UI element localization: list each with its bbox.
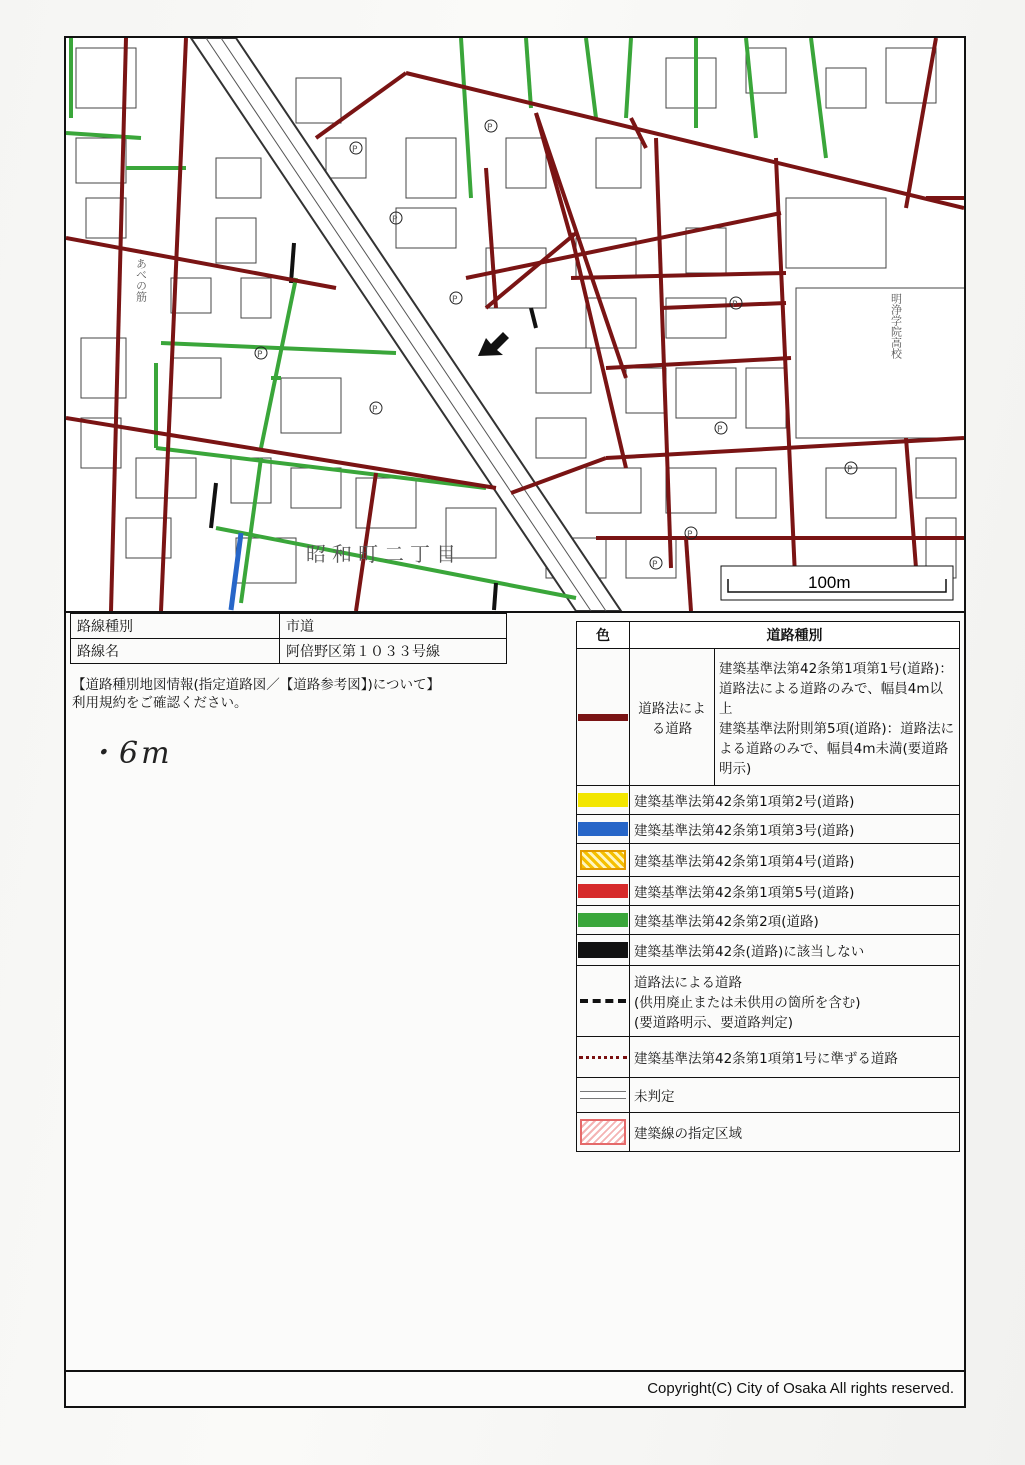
info-row-name: [71, 639, 507, 664]
handwritten-note: ・6m: [86, 736, 173, 771]
yellow-line-icon: [578, 793, 628, 807]
svg-text:P: P: [847, 465, 853, 475]
info-key-name: 路線名: [71, 639, 280, 664]
svg-text:P: P: [372, 405, 378, 415]
legend-row-item: [577, 844, 960, 877]
svg-text:P: P: [487, 123, 493, 133]
legend-item-label: 建築線の指定区域: [630, 1113, 960, 1152]
legend-row-item: [577, 786, 960, 815]
legend-row-item: [577, 1113, 960, 1152]
route-info-table: [70, 613, 507, 664]
legend-header: [577, 622, 960, 649]
svg-text:P: P: [687, 530, 693, 540]
legend-item-label: 建築基準法第42条第2項(道路): [630, 906, 960, 935]
street-label: あべの筋: [134, 258, 148, 302]
legend-item-label: 建築基準法第42条第1項第3号(道路): [630, 815, 960, 844]
svg-text:P: P: [452, 295, 458, 305]
legend-road-law-text1: 建築基準法第42条第1項第1号(道路)：道路法による道路のみで、幅員4m以上: [719, 661, 953, 717]
legend-item-label: 道路法による道路 (供用廃止または未供用の箇所を含む) (要道路明示、要道路判定): [630, 966, 960, 1037]
legend-item-label: 建築基準法第42条第1項第2号(道路): [630, 786, 960, 815]
black-line-icon: [578, 942, 628, 958]
legend-item-label: 建築基準法第42条第1項第4号(道路): [630, 844, 960, 877]
legend-item-label: 建築基準法第42条(道路)に該当しない: [630, 935, 960, 966]
svg-text:P: P: [717, 425, 723, 435]
legend-row-item: [577, 906, 960, 935]
info-key-type: 路線種別: [71, 614, 280, 639]
legend-row-item: [577, 966, 960, 1037]
info-row-type: [71, 614, 507, 639]
district-label: 昭和町二丁目: [306, 542, 462, 566]
scale-bar: [721, 566, 953, 600]
building-line-area-icon: [580, 1119, 626, 1145]
info-value-name: 阿倍野区第１０３３号線: [280, 639, 507, 664]
map-canvas: [66, 38, 964, 611]
legend-road-law-text: [715, 649, 960, 786]
hatched-area-icon: [580, 850, 626, 870]
legend-row-item: [577, 877, 960, 906]
school-label: 明浄学院高校: [889, 293, 903, 359]
copyright-footer: Copyright(C) City of Osaka All rights reserved.: [66, 1370, 964, 1406]
legend-row-item: [577, 815, 960, 844]
legend-swatch-maroon: [577, 649, 630, 786]
svg-text:P: P: [732, 300, 738, 310]
document-frame: [64, 36, 966, 1408]
green-line-icon: [578, 913, 628, 927]
road-map[interactable]: [66, 38, 964, 613]
red-line-icon: [578, 884, 628, 898]
dashed-line-icon: [580, 999, 626, 1003]
legend-row-road-law: [577, 649, 960, 786]
maroon-line-icon: [578, 714, 628, 721]
svg-text:P: P: [392, 215, 398, 225]
dotted-line-icon: [579, 1056, 627, 1059]
blue-line-icon: [578, 822, 628, 836]
svg-text:100m: 100m: [808, 573, 851, 592]
usage-notice: 【道路種別地図情報(指定道路図／【道路参考図】)について】 利用規約をご確認ください。: [72, 677, 441, 711]
legend-road-law-category: 道路法による道路: [630, 649, 715, 786]
legend-header-color: 色: [577, 622, 630, 649]
svg-text:P: P: [257, 350, 263, 360]
legend-item-label: 建築基準法第42条第1項第1号に準ずる道路: [630, 1037, 960, 1078]
legend-row-item: [577, 935, 960, 966]
info-value-type: 市道: [280, 614, 507, 639]
legend-table: [576, 621, 960, 1152]
legend-item-label: 未判定: [630, 1078, 960, 1113]
legend-item-label: 建築基準法第42条第1項第5号(道路): [630, 877, 960, 906]
legend-row-item: [577, 1037, 960, 1078]
legend-header-type: 道路種別: [630, 622, 960, 649]
legend-road-law-text2: 建築基準法附則第5項(道路)：道路法による道路のみで、幅員4m未満(要道路明示): [719, 721, 955, 777]
svg-text:P: P: [352, 145, 358, 155]
svg-text:P: P: [652, 560, 658, 570]
legend-row-item: [577, 1078, 960, 1113]
thin-double-line-icon: [580, 1091, 626, 1099]
